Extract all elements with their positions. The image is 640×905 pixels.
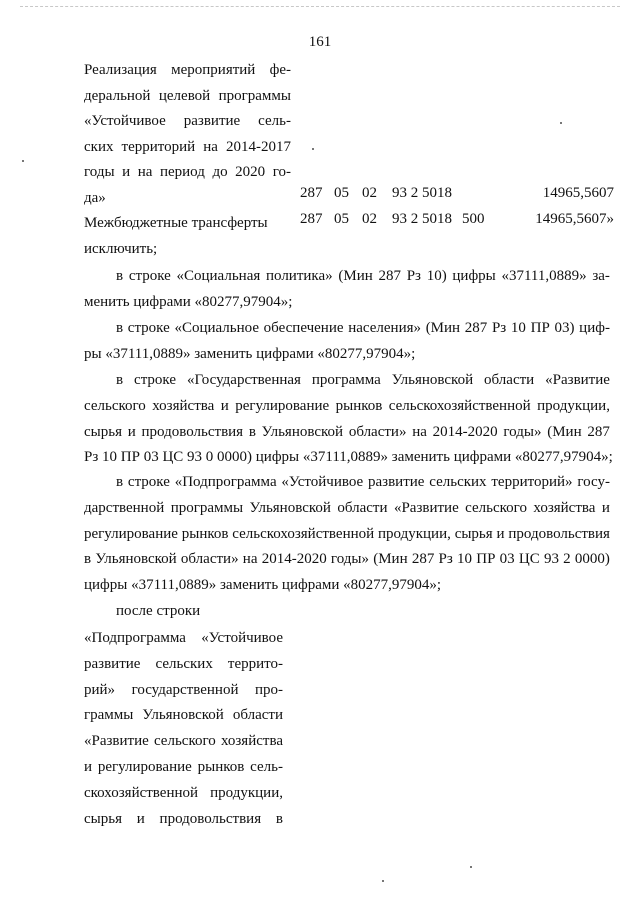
word: «Развитие (84, 733, 149, 750)
paragraph-social-security (84, 316, 610, 368)
word: территорий» (491, 474, 573, 490)
word: граммы (84, 707, 134, 724)
block-line (84, 781, 283, 807)
row-2-rz: 05 (334, 211, 349, 227)
para-line: ры «37111,0889» заменить цифрами «80277,97904»; (84, 345, 416, 362)
word: 10 (510, 320, 526, 336)
word: в (116, 372, 124, 388)
word: рынков (181, 525, 229, 542)
word: «Подпрограмма (174, 474, 277, 490)
block-line (84, 652, 283, 678)
word: в (84, 551, 92, 568)
word: сырья (84, 423, 122, 440)
word: (Мин (338, 268, 373, 284)
word: продовольствия (159, 810, 262, 827)
word: сырья (84, 810, 122, 827)
para-line: после строки (116, 603, 201, 619)
row-2-cs: 93 2 5018 (392, 211, 452, 227)
word: и (220, 397, 229, 414)
word: госу- (577, 474, 610, 490)
word: области (232, 707, 283, 724)
word: «Подпрограмма (84, 630, 186, 646)
word: рынков (335, 397, 383, 414)
word: в (116, 474, 124, 490)
row-1-amount: 14965,5607 (542, 185, 614, 201)
word: и (122, 164, 131, 180)
word: на (242, 551, 258, 568)
desc-line (84, 135, 291, 161)
word: 10 (457, 551, 473, 568)
word: 2014-2017 (225, 138, 291, 155)
word: ЦС (518, 551, 540, 568)
word: 287 (378, 268, 401, 284)
word: сельского (153, 733, 216, 750)
word: 287 (464, 320, 488, 336)
word: 10) (426, 268, 447, 284)
word: ских (84, 138, 114, 155)
word: ПР (476, 551, 496, 568)
word: развитие (183, 113, 241, 129)
para-line (84, 420, 610, 446)
word: 0000) (574, 551, 610, 568)
para-line (84, 470, 610, 496)
word: 93 (543, 551, 559, 568)
word: «Развитие (393, 499, 459, 516)
paragraph-social-policy (84, 264, 610, 316)
word: продукции, (210, 784, 283, 801)
word: Ульяновской (249, 499, 331, 516)
word: и (127, 423, 136, 440)
word: про- (254, 681, 283, 698)
word: мероприятий (171, 62, 256, 78)
scan-speck (22, 160, 24, 162)
word: и (601, 499, 610, 516)
para-line (84, 547, 610, 573)
paragraph-after-row (84, 599, 610, 625)
word: «Социальное (174, 320, 259, 336)
word: Ульяновской (391, 372, 474, 388)
word: деральной (84, 87, 151, 104)
word: государственной (131, 681, 239, 698)
word: в (275, 810, 283, 827)
word: цифры (452, 268, 496, 284)
word: целевой (158, 87, 211, 104)
word: дарственной (84, 499, 165, 516)
word: за- (592, 268, 610, 284)
word: регулирование (84, 525, 178, 542)
word: «Социальная (176, 268, 261, 284)
word: «Устойчивое (201, 630, 283, 646)
word: в (116, 268, 124, 284)
word: программы (170, 499, 244, 516)
word: развитие (84, 655, 141, 672)
word: области (337, 499, 388, 516)
word: (Мин (425, 320, 461, 336)
word: (Мин (373, 551, 408, 568)
word: продовольствия (141, 423, 244, 440)
desc-line (84, 84, 291, 110)
para-line (84, 368, 610, 394)
word: террито- (227, 655, 283, 672)
word: 2014-2020 (261, 551, 327, 568)
word: период (159, 164, 205, 180)
word: хозяйства (220, 733, 283, 750)
word: скохозяйственной (84, 784, 199, 801)
word: продукции, (378, 525, 451, 542)
table-row-2-description (84, 211, 299, 237)
word: Реализация (84, 62, 157, 78)
word: области» (348, 423, 407, 440)
word: сырья (454, 525, 493, 542)
word: и (496, 525, 505, 542)
word: «Устойчивое (281, 474, 364, 490)
row-1-pr: 02 (362, 185, 377, 201)
word: строке (127, 320, 170, 336)
word: «Развитие (545, 372, 610, 388)
word: до (212, 164, 228, 180)
word: на (203, 138, 218, 155)
row-2-amount: 14965,5607» (535, 211, 614, 227)
word: в (116, 320, 124, 336)
word: «Устойчивое (84, 113, 166, 129)
word: сельского (465, 499, 527, 516)
block-line (84, 626, 283, 652)
desc-line: да» (84, 189, 106, 206)
desc-line (84, 109, 291, 135)
inserted-row-description (84, 626, 283, 832)
word: годы» (330, 551, 369, 568)
row-2-min: 287 (300, 211, 323, 227)
scan-speck (470, 866, 472, 868)
word: 2020 (235, 164, 266, 180)
desc-line (84, 58, 291, 84)
word: Ульяновской (95, 551, 177, 568)
para-line: цифры «37111,0889» заменить цифрами «80277,97904»; (84, 577, 442, 594)
word: Рз (406, 268, 421, 284)
row-1-rz: 05 (334, 185, 349, 201)
word: и (84, 758, 93, 775)
para-line: менить цифрами «80277,97904»; (84, 293, 293, 310)
para-line (84, 522, 610, 548)
word: 287 (411, 551, 435, 568)
para-line (84, 264, 610, 290)
word: населения» (348, 320, 421, 336)
word: хозяйства (533, 499, 596, 516)
word: «Государственная (186, 372, 301, 388)
word: хозяйства (152, 397, 215, 414)
word: 2014-2020 (432, 423, 498, 440)
scan-speck (312, 148, 314, 150)
row-1-cs: 93 2 5018 (392, 185, 452, 201)
word: рий» (84, 681, 116, 698)
word: программа (311, 372, 381, 388)
word: (Мин (547, 423, 582, 440)
word: циф- (579, 320, 610, 336)
word: строке (127, 474, 170, 490)
desc-line: Межбюджетные трансферты (84, 215, 268, 231)
word: строке (134, 372, 176, 388)
word: сельскохозяйственной (388, 397, 531, 414)
scan-speck (560, 122, 562, 124)
word: 03 (499, 551, 515, 568)
block-line (84, 755, 283, 781)
block-line (84, 703, 283, 729)
word: программы (218, 87, 291, 104)
word: развитие (368, 474, 425, 490)
word: Ульяновской (261, 423, 344, 440)
scan-artifact-rule (20, 6, 620, 7)
word: и (136, 810, 145, 827)
row-1-min: 287 (300, 185, 323, 201)
word: сель- (250, 758, 283, 775)
word: ПР (530, 320, 550, 336)
word: сельскохозяйственной (232, 525, 375, 542)
word: продукции, (537, 397, 610, 414)
word: Ульяновской (142, 707, 224, 724)
paragraph-state-program (84, 368, 613, 471)
row-2-pr: 02 (362, 211, 377, 227)
word: территорий (121, 138, 196, 155)
block-line (84, 807, 283, 833)
row-2-vr: 500 (462, 211, 485, 227)
word: на (137, 164, 153, 180)
exclude-text: исключить; (84, 241, 158, 257)
scan-speck (382, 880, 384, 882)
word: политика» (265, 268, 333, 284)
word: области» (180, 551, 239, 568)
word: 287 (587, 423, 610, 440)
word: на (412, 423, 427, 440)
desc-line (84, 160, 291, 186)
table-row-1-description (84, 58, 291, 211)
word: годы (84, 164, 115, 180)
word: фе- (269, 62, 291, 78)
word: 03) (554, 320, 575, 336)
word: регулирование (235, 397, 330, 414)
para-line: Рз 10 ПР 03 ЦС 93 0 0000) цифры «37111,0889» заменить цифрами «80277,97904»; (84, 449, 613, 466)
word: регулирование (97, 758, 192, 775)
para-line (84, 316, 610, 342)
word: сельского (84, 397, 146, 414)
word: 2 (563, 551, 571, 568)
word: го- (272, 164, 291, 180)
word: Рз (491, 320, 507, 336)
block-line (84, 729, 283, 755)
word: области (484, 372, 535, 388)
page-number: 161 (308, 34, 332, 50)
word: Рз (438, 551, 453, 568)
word: обеспечение (263, 320, 344, 336)
word: «37111,0889» (501, 268, 587, 284)
para-line (84, 394, 610, 420)
word: строке (128, 268, 171, 284)
word: годы» (503, 423, 542, 440)
block-line (84, 678, 283, 704)
para-line (84, 496, 610, 522)
word: рынков (197, 758, 245, 775)
paragraph-subprogram (84, 470, 610, 599)
word: продовольствия (508, 525, 610, 542)
word: в (248, 423, 256, 440)
word: сель- (258, 113, 291, 129)
word: сельских (429, 474, 487, 490)
word: сельских (155, 655, 213, 672)
